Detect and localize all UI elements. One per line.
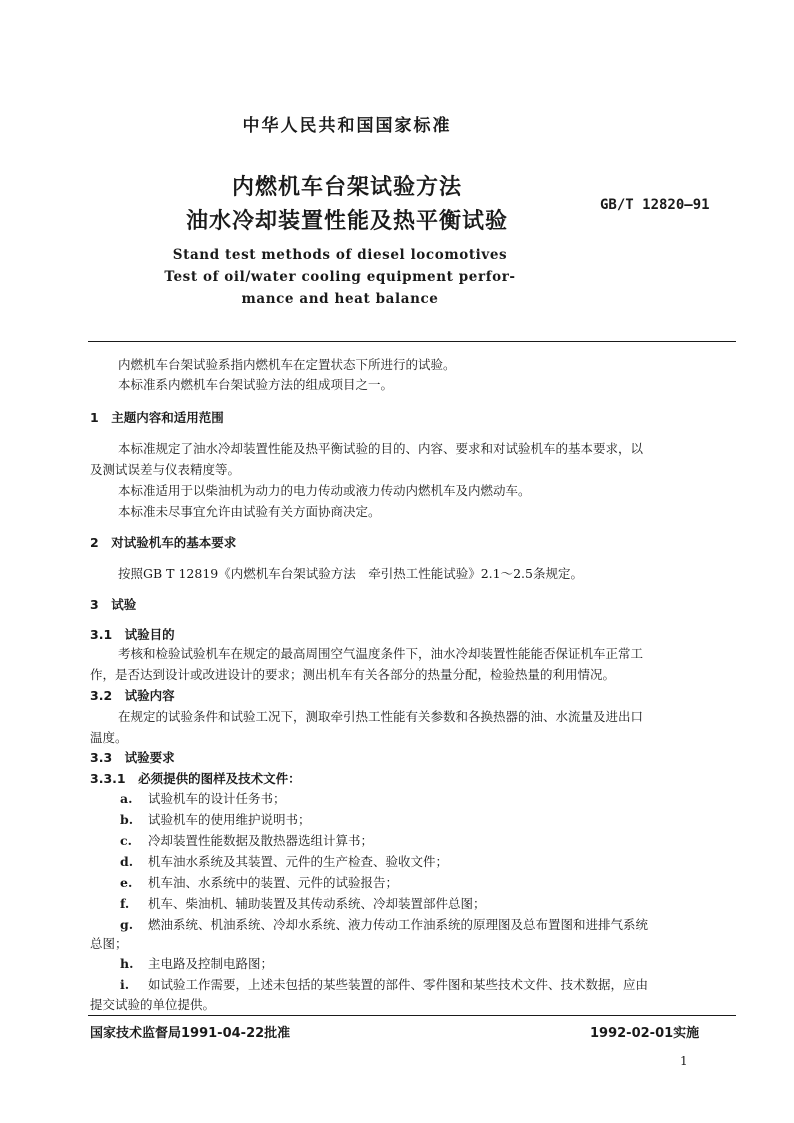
list-item-text: 冷却装置性能数据及散热器选组计算书； <box>148 833 374 848</box>
list-item-text: 机车油、水系统中的装置、元件的试验报告； <box>148 875 399 890</box>
section-3-2-heading: 3.2 试验内容 <box>90 688 175 703</box>
list-item-label: a. <box>120 791 133 806</box>
list-item-text: 主电路及控制电路图； <box>148 956 274 971</box>
section-1-paragraph-3: 本标准未尽事宜允许由试验有关方面协商决定。 <box>118 504 381 519</box>
section-3-1-text-b: 作，是否达到设计或改进设计的要求；测出机车有关各部分的热量分配，检验热量的利用情况。 <box>90 667 616 682</box>
approval-date: 国家技术监督局1991-04-22批准 <box>90 1026 291 1041</box>
section-1-paragraph-1a: 本标准规定了油水冷却装置性能及热平衡试验的目的、内容、要求和对试验机车的基本要求，以 <box>118 441 644 456</box>
title-chinese-line2: 油水冷却装置性能及热平衡试验 <box>185 209 508 234</box>
section-2-heading: 2 对试验机车的基本要求 <box>90 535 237 550</box>
list-item <box>120 790 750 808</box>
list-item-text: 如试验工作需要，上述未包括的某些装置的部件、零件图和某些技术文件、技术数据，应由 <box>148 977 649 992</box>
list-item-label: b. <box>120 812 134 827</box>
section-1-paragraph-1b: 及测试误差与仪表精度等。 <box>90 462 241 477</box>
list-item <box>120 916 750 934</box>
section-3-2-text-b: 温度。 <box>90 730 128 745</box>
list-item-text: 试验机车的设计任务书； <box>148 791 286 806</box>
section-3-3-1-heading: 3.3.1 必须提供的图样及技术文件： <box>90 771 301 786</box>
list-item-continuation: 提交试验的单位提供。 <box>90 997 216 1012</box>
list-item-label: d. <box>120 854 134 869</box>
intro-paragraph-2: 本标准系内燃机车台架试验方法的组成项目之一。 <box>118 377 394 392</box>
list-item-label: c. <box>120 833 132 848</box>
title-english-line3: mance and heat balance <box>241 291 439 307</box>
section-3-1-text-a: 考核和检验试验机车在规定的最高周围空气温度条件下，油水冷却装置性能能否保证机车正常工 <box>118 646 644 661</box>
title-chinese-line1: 内燃机车台架试验方法 <box>231 175 462 200</box>
list-item-text: 试验机车的使用维护说明书； <box>148 812 311 827</box>
list-item-text: 机车油水系统及其装置、元件的生产检查、验收文件； <box>148 854 449 869</box>
list-item-label: g. <box>120 917 134 932</box>
top-divider <box>88 341 736 342</box>
list-item-label: i. <box>120 977 130 992</box>
standard-code: GB/T 12820—91 <box>600 197 710 213</box>
page-number: 1 <box>680 1054 688 1068</box>
section-2-paragraph: 按照GB T 12819《内燃机车台架试验方法 牵引热工性能试验》2.1～2.5条规定。 <box>118 566 583 581</box>
list-item <box>120 832 750 850</box>
section-3-3-heading: 3.3 试验要求 <box>90 750 175 765</box>
list-item <box>120 874 750 892</box>
list-item-label: f. <box>120 896 130 911</box>
intro-paragraph-1: 内燃机车台架试验系指内燃机车在定置状态下所进行的试验。 <box>118 357 456 372</box>
bottom-divider <box>88 1015 736 1016</box>
section-3-heading: 3 试验 <box>90 597 137 612</box>
section-3-2-text-a: 在规定的试验条件和试验工况下，测取牵引热工性能有关参数和各换热器的油、水流量及进出口 <box>118 709 644 724</box>
list-item <box>120 853 750 871</box>
list-item <box>120 976 750 994</box>
list-item-label: h. <box>120 956 134 971</box>
section-1-paragraph-2: 本标准适用于以柴油机为动力的电力传动或液力传动内燃机车及内燃动车。 <box>118 483 531 498</box>
list-item-text: 机车、柴油机、辅助装置及其传动系统、冷却装置部件总图； <box>148 896 486 911</box>
section-1-heading: 1 主题内容和适用范围 <box>90 410 224 425</box>
list-item <box>120 811 750 829</box>
section-3-1-heading: 3.1 试验目的 <box>90 627 175 642</box>
list-item-text: 燃油系统、机油系统、冷却水系统、液力传动工作油系统的原理图及总布置图和进排气系统 <box>148 917 649 932</box>
title-english-line1: Stand test methods of diesel locomotives <box>172 247 508 263</box>
list-item <box>120 955 750 973</box>
list-item <box>120 895 750 913</box>
effective-date: 1992-02-01实施 <box>590 1026 700 1041</box>
list-item-label: e. <box>120 875 133 890</box>
title-english-line2: Test of oil/water cooling equipment perfor- <box>164 269 516 285</box>
country-standard-label: 中华人民共和国国家标准 <box>242 116 452 136</box>
list-item-continuation: 总图； <box>90 936 128 951</box>
title-english <box>130 244 550 310</box>
